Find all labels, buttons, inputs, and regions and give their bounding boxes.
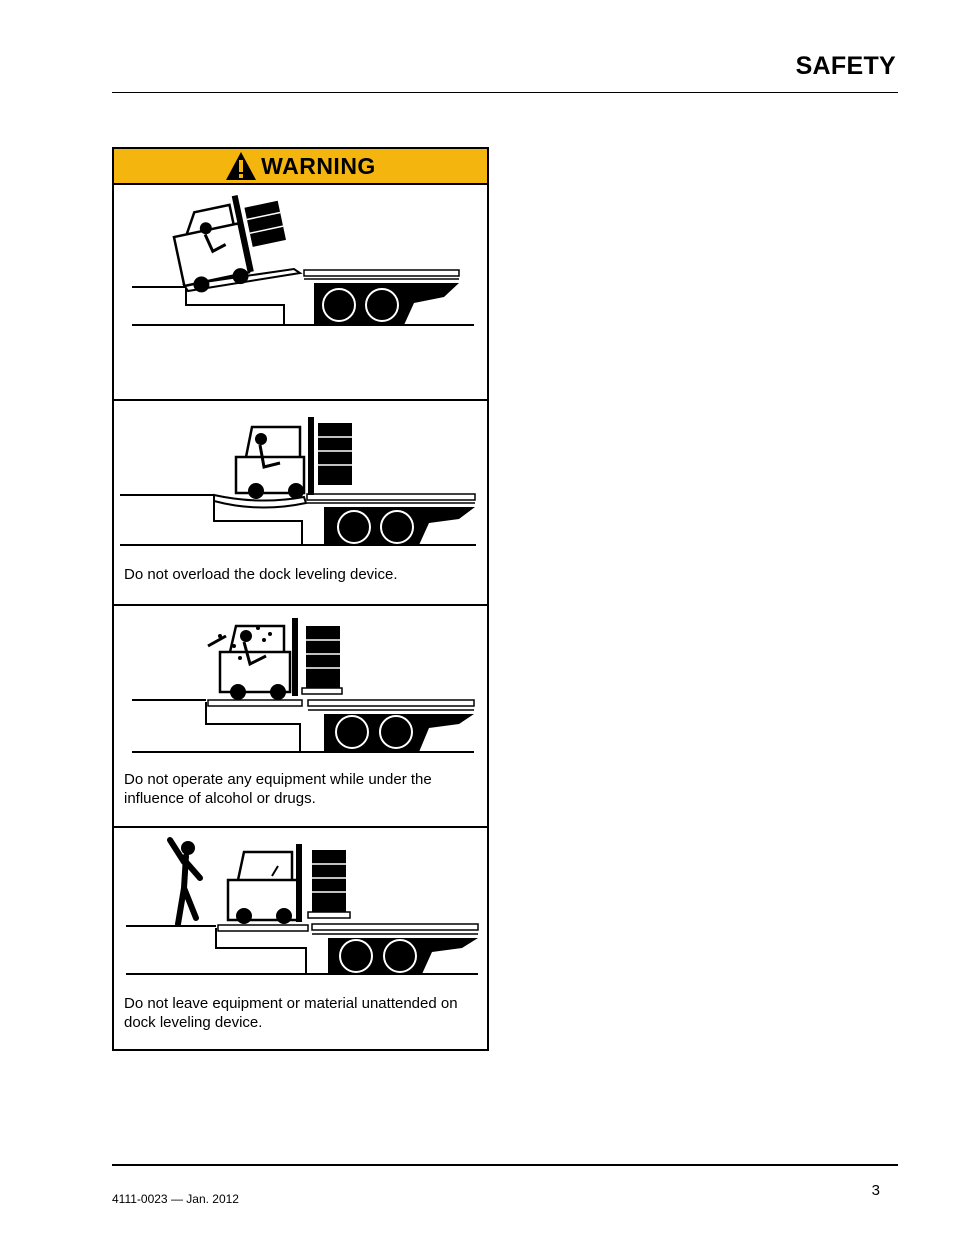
- forklift-tipping-illustration: [114, 185, 487, 335]
- impaired-operator-illustration: [114, 606, 487, 756]
- page-number: 3: [871, 1182, 880, 1199]
- footer-rule: [112, 1164, 898, 1166]
- warning-triangle-icon: [225, 151, 257, 181]
- panel-caption: Do not operate any equipment while under the influence of alcohol or drugs.: [124, 771, 432, 807]
- panel-caption: Do not leave equipment or material unattended on dock leveling device.: [124, 995, 458, 1031]
- warning-panel-4: [114, 828, 487, 1047]
- header-rule: [112, 92, 898, 93]
- warning-panel-1: [114, 185, 487, 401]
- header-title: SAFETY: [795, 52, 896, 80]
- forklift-overload-illustration: [114, 401, 487, 551]
- warning-banner-label: WARNING: [261, 152, 376, 179]
- warning-panel-2: [114, 401, 487, 606]
- unattended-equipment-illustration: [114, 828, 487, 978]
- panel-caption: Do not overload the dock leveling device.: [124, 566, 398, 583]
- document-code: 4111-0023 — Jan. 2012: [112, 1192, 239, 1206]
- warning-panel-3: [114, 606, 487, 828]
- warning-banner: [114, 149, 487, 185]
- warning-box: [112, 147, 489, 1051]
